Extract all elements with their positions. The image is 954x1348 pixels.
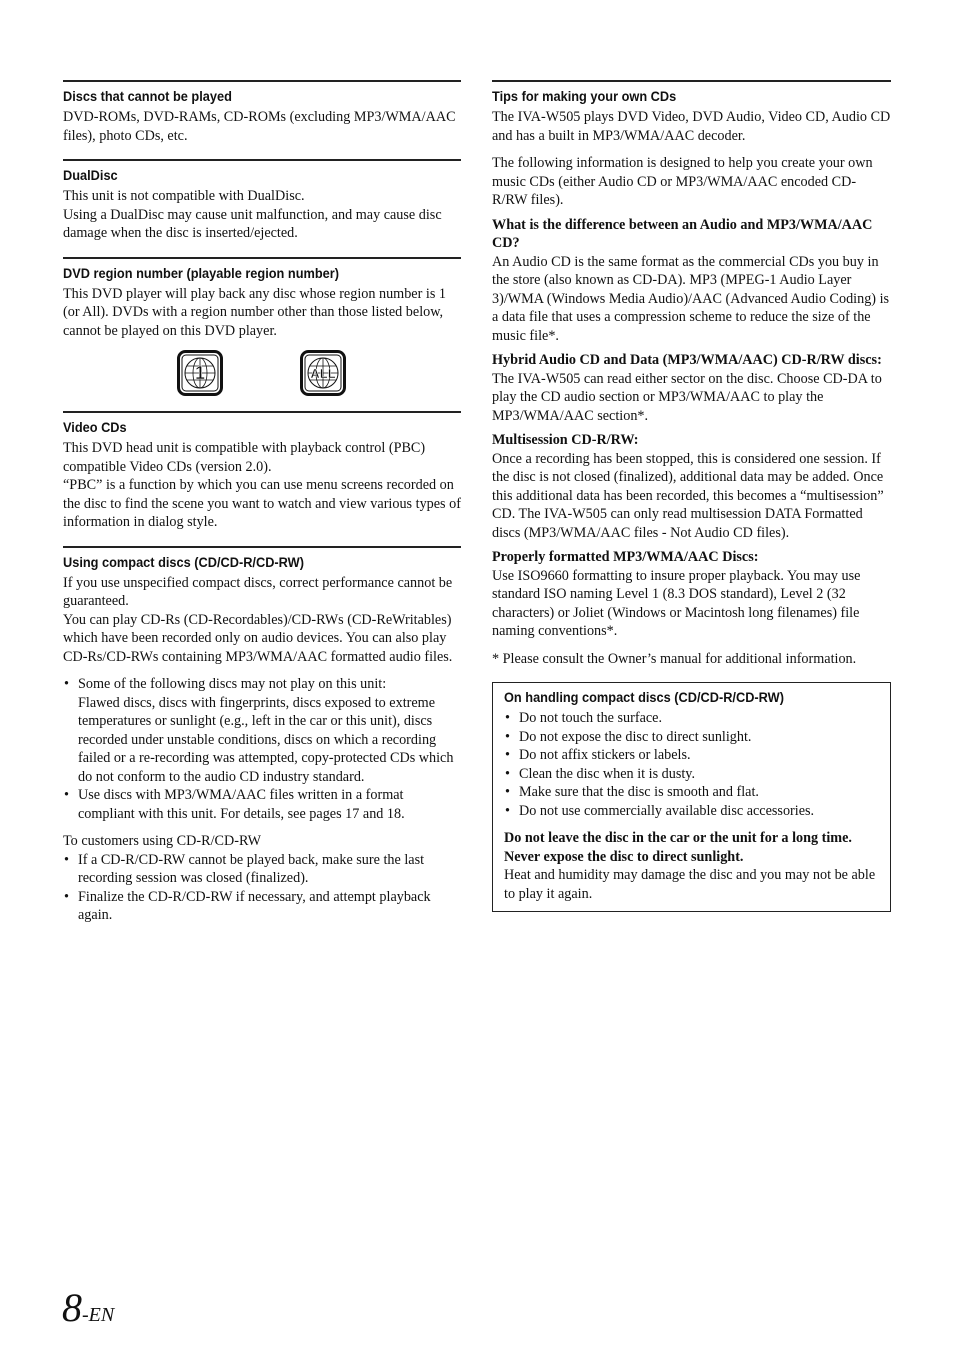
- section-discs-not-played: [63, 80, 461, 145]
- page-number-suffix: -EN: [82, 1304, 115, 1326]
- list-item: • Do not use commercially available disc accessories.: [504, 802, 879, 821]
- section-text: An Audio CD is the same format as the commercial CDs you buy in the store (also known as CD-DA). MP3 (MPEG-1 Audio Layer 3)/WMA (Windows Media Audio)/AAC (Advanced Audio Coding) is a data file that uses a compression scheme to reduce the size of the music file*.: [492, 253, 890, 344]
- section-text: If you use unspecified compact discs, correct performance cannot be guaranteed.: [63, 574, 453, 609]
- section-text: Once a recording has been stopped, this is considered one session. If the disc is not closed (finalized), additional data may be added. Once this additional data has been recorded, this becomes a “multisession” CD. The IVA-W505 can only read multisession DATA Formatted discs (MP3/WMA/AAC files - Not Audio CD files).: [492, 450, 884, 541]
- region-icons: [63, 345, 461, 403]
- page-number: [62, 1286, 114, 1330]
- bullet-list: [63, 675, 461, 823]
- list-item: • Clean the disc when it is dusty.: [504, 765, 879, 784]
- section-text: Use ISO9660 formatting to insure proper playback. You may use standard ISO naming Level 1 (8.3 DOS standard), Level 2 (32 characters) or Joliet (Windows or Macintosh long filenames) file naming conventions*.: [492, 567, 861, 639]
- section-heading: Discs that cannot be played: [63, 89, 232, 105]
- svg-text:1: 1: [194, 363, 206, 383]
- section-heading: DualDisc: [63, 168, 118, 184]
- section-text: The following information is designed to help you create your own music CDs (either Audio CD or MP3/WMA/AAC encoded CD-R/RW files).: [492, 155, 873, 208]
- section-text: “PBC” is a function by which you can use menu screens recorded on the disc to find the scene you want to watch and view various types of information in dialog style.: [63, 477, 461, 530]
- subheading: Properly formatted MP3/WMA/AAC Discs:: [492, 549, 759, 565]
- subheading: What is the difference between an Audio and MP3/WMA/AAC CD?: [492, 216, 873, 251]
- customers-heading: To customers using CD-R/CD-RW: [63, 833, 262, 849]
- list-item: • Do not touch the surface.: [504, 709, 879, 728]
- handling-box: [492, 682, 891, 912]
- section-heading: Video CDs: [63, 420, 127, 436]
- list-item: • Do not expose the disc to direct sunlight.: [504, 728, 879, 747]
- warning-text: Do not leave the disc in the car or the unit for a long time.: [504, 830, 852, 846]
- bullet-list: [63, 851, 461, 925]
- list-item: • Finalize the CD-R/CD-RW if necessary, and attempt playback again.: [63, 888, 461, 925]
- footnote: * Please consult the Owner’s manual for additional information.: [492, 650, 857, 667]
- section-text: You can play CD-Rs (CD-Recordables)/CD-RWs (CD-ReWritables) which have been recorded only on audio devices. You can also play CD-Rs/CD-RWs containing MP3/WMA/AAC formatted audio files.: [63, 611, 453, 665]
- warning-text: Never expose the disc to direct sunlight.: [504, 848, 744, 865]
- section-video-cds: [63, 411, 461, 532]
- section-text: DVD-ROMs, DVD-RAMs, CD-ROMs (excluding MP3/WMA/AAC files), photo CDs, etc.: [63, 109, 456, 144]
- section-text: This unit is not compatible with DualDisc.: [63, 188, 305, 204]
- list-item: • Make sure that the disc is smooth and flat.: [504, 783, 879, 802]
- bullet-list: [504, 709, 879, 820]
- section-text: The IVA-W505 plays DVD Video, DVD Audio, Video CD, Audio CD and has a built in MP3/WMA/AAC decoder.: [492, 109, 891, 144]
- subheading: Hybrid Audio CD and Data (MP3/WMA/AAC) CD-R/RW discs:: [492, 352, 882, 368]
- section-text: Heat and humidity may damage the disc and you may not be able to play it again.: [504, 867, 876, 902]
- subheading: Multisession CD-R/RW:: [492, 432, 639, 448]
- list-item: • If a CD-R/CD-RW cannot be played back, make sure the last recording session was closed (finalized).: [63, 851, 461, 888]
- right-column: [492, 80, 891, 912]
- list-item: • Use discs with MP3/WMA/AAC files written in a format compliant with this unit. For details, see pages 17 and 18.: [63, 786, 461, 823]
- section-heading: On handling compact discs (CD/CD-R/CD-RW): [504, 690, 784, 706]
- list-item: • Some of the following discs may not play on this unit: Flawed discs, discs with fingerprints, discs exposed to extreme temperatures or sunlight (e.g., left in the car or this unit), discs recorded under unstable conditions, discs on which a recording failed or a re-recording was attempted, copy-protected CDs which do not conform to the audio CD industry standard.: [63, 675, 461, 786]
- section-heading: DVD region number (playable region number): [63, 265, 339, 282]
- section-compact-discs: [63, 546, 461, 925]
- section-text: This DVD head unit is compatible with playback control (PBC) compatible Video CDs (version 2.0).: [63, 440, 426, 475]
- list-item: • Do not affix stickers or labels.: [504, 746, 879, 765]
- section-heading: Using compact discs (CD/CD-R/CD-RW): [63, 554, 304, 571]
- section-text: Using a DualDisc may cause unit malfunction, and may cause disc damage when the disc is inserted/ejected.: [63, 206, 442, 241]
- region-1-icon: [177, 350, 223, 396]
- left-column: [63, 80, 461, 931]
- section-region: [63, 257, 461, 404]
- section-text: This DVD player will play back any disc whose region number is 1 (or All). DVDs with a region number other than those listed below, cannot be played on this DVD player.: [63, 285, 446, 339]
- section-dualdisc: [63, 159, 461, 243]
- svg-text:ALL: ALL: [310, 366, 336, 381]
- section-heading: Tips for making your own CDs: [492, 89, 677, 105]
- page-number-digit: 8: [62, 1285, 82, 1330]
- section-tips: [492, 80, 891, 668]
- region-all-icon: [300, 350, 346, 396]
- section-text: The IVA-W505 can read either sector on the disc. Choose CD-DA to play the CD audio section or MP3/WMA/AAC to play the MP3/WMA/AAC section*.: [492, 370, 882, 424]
